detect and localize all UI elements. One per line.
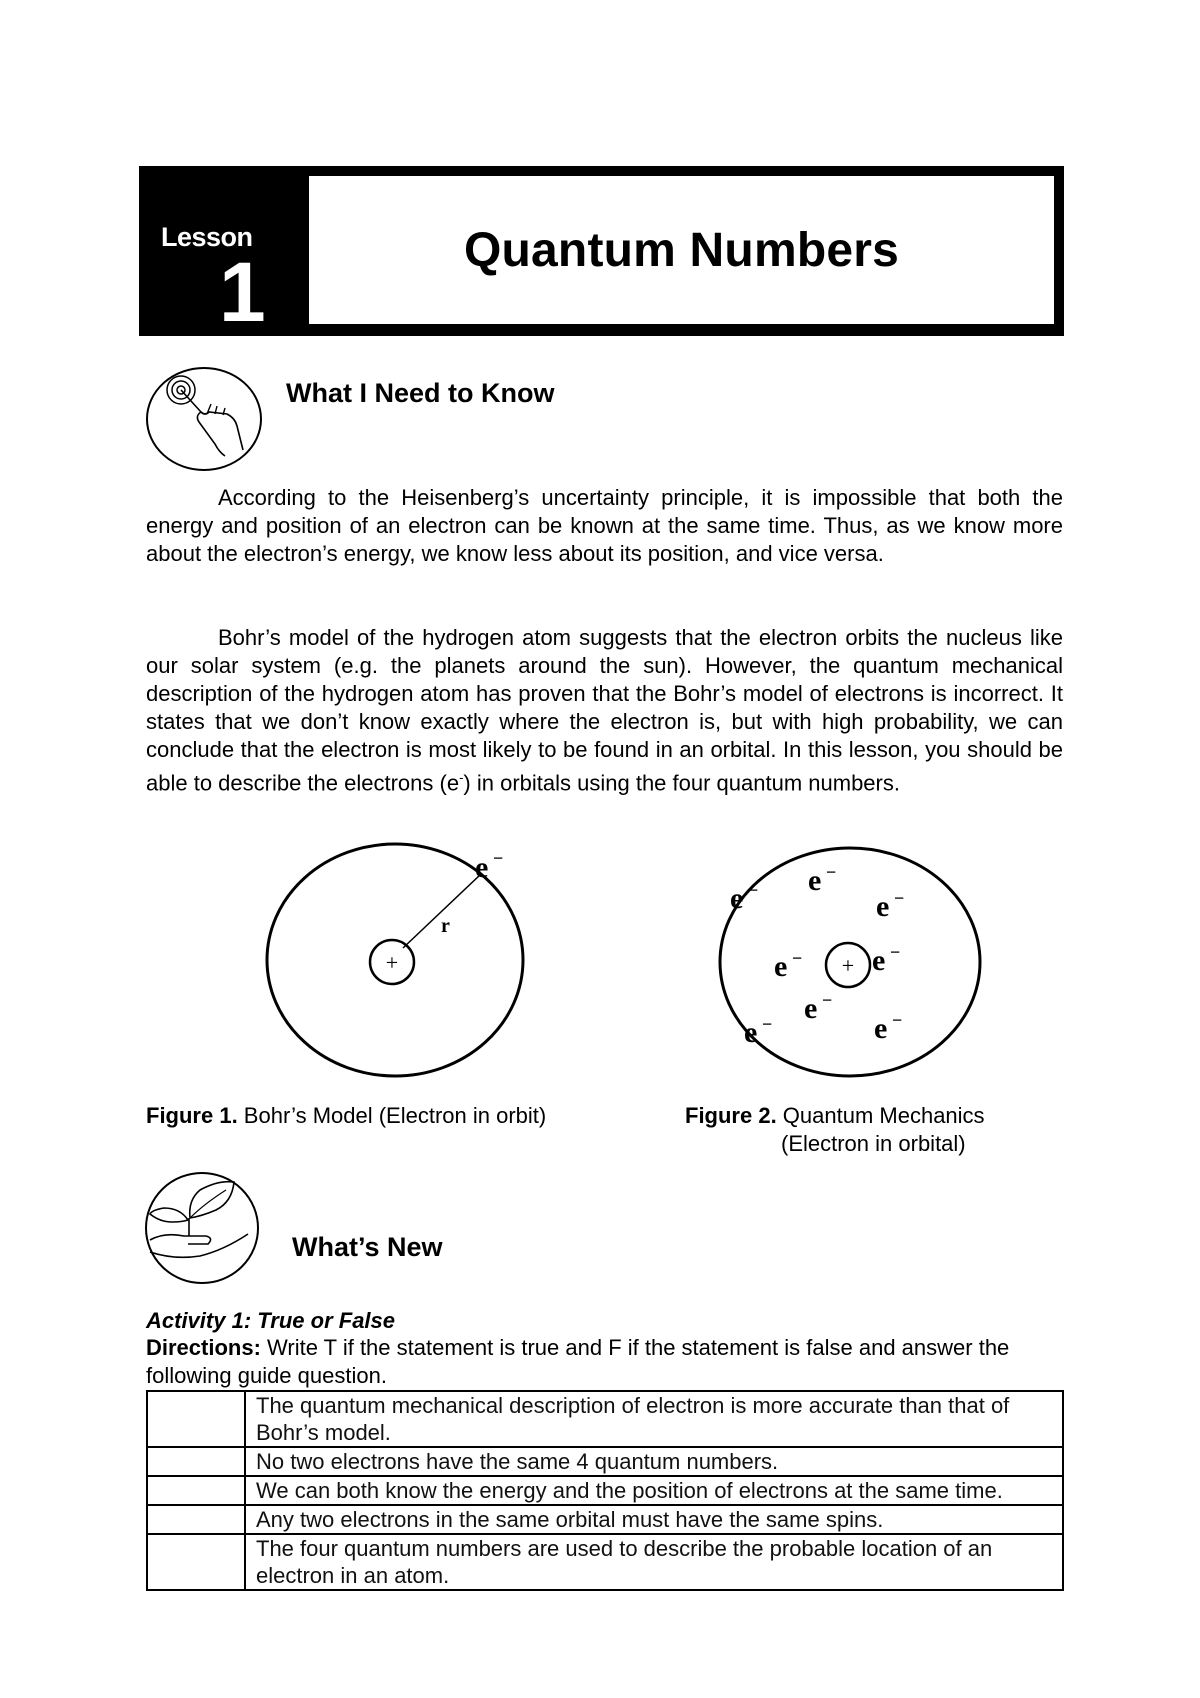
bohr-model-diagram [255, 840, 545, 1090]
table-row [147, 1505, 1063, 1534]
table-row [147, 1476, 1063, 1505]
true-false-table [146, 1390, 1064, 1591]
electron-charge: − [792, 948, 803, 968]
statement-cell: Any two electrons in the same orbital must have the same spins. [245, 1505, 1063, 1534]
directions-label: Directions: [146, 1335, 261, 1360]
table-row [147, 1534, 1063, 1590]
electron-label: e [730, 882, 744, 915]
nucleus-plus: + [385, 950, 399, 975]
electron-label: e [808, 864, 822, 897]
electron-label: e [774, 950, 788, 983]
nucleus-plus: + [841, 953, 855, 978]
answer-cell[interactable] [147, 1391, 245, 1447]
table-row [147, 1447, 1063, 1476]
lesson-banner [139, 166, 1064, 339]
figure1-caption-text: Bohr’s Model (Electron in orbit) [237, 1103, 547, 1128]
electron-charge: − [826, 862, 837, 882]
answer-cell[interactable] [147, 1476, 245, 1505]
electron-cloud [730, 862, 904, 1049]
table-row [147, 1391, 1063, 1447]
electron-charge: − [890, 942, 901, 962]
electron-label: e [804, 992, 818, 1025]
figure2-caption-label: Figure 2. [685, 1103, 777, 1128]
section-heading-whats-new: What’s New [292, 1232, 443, 1262]
figure2-caption-line2: (Electron in orbital) [781, 1131, 966, 1156]
electron-label: e [874, 1012, 888, 1045]
figure2-caption-text: Quantum Mechanics [776, 1103, 985, 1128]
electron-charge: − [762, 1014, 773, 1034]
statement-cell: The quantum mechanical description of electron is more accurate than that of Bohr’s model. [245, 1391, 1063, 1447]
paragraph-heisenberg [146, 484, 1063, 568]
directions [146, 1334, 1066, 1390]
answer-cell[interactable] [147, 1447, 245, 1476]
statement-cell: No two electrons have the same 4 quantum numbers. [245, 1447, 1063, 1476]
title-box [309, 176, 1054, 324]
activity-title: Activity 1: True or False [146, 1308, 396, 1333]
paragraph-heisenberg-text: According to the Heisenberg’s uncertainty principle, it is impossible that both the energy and position of an electron can be known at the same time. Thus, as we know more about the electron’s energy, we know less about its position, and vice versa. [146, 485, 1063, 566]
electron-label: e [475, 851, 489, 884]
quantum-mechanics-diagram [712, 840, 988, 1090]
figure2-caption [685, 1102, 985, 1130]
lesson-label-box [139, 166, 305, 339]
superscript-minus: - [459, 770, 464, 785]
lesson-title: Quantum Numbers [463, 223, 900, 277]
electron-label: e [872, 944, 886, 977]
electron-label: e [876, 890, 890, 923]
lesson-word: Lesson [161, 222, 253, 252]
electron-charge: − [822, 990, 833, 1010]
figure1-caption-label: Figure 1. [146, 1103, 238, 1128]
electron-charge: − [894, 888, 905, 908]
answer-cell[interactable] [147, 1505, 245, 1534]
radius-label: r [441, 915, 450, 937]
statement-cell: The four quantum numbers are used to describe the probable location of an electron in an atom. [245, 1534, 1063, 1590]
section-heading-what-i-need-to-know: What I Need to Know [286, 378, 555, 408]
electron-label: e [744, 1016, 758, 1049]
paragraph-bohr [146, 624, 1063, 797]
lesson-number: 1 [219, 245, 266, 339]
answer-cell[interactable] [147, 1534, 245, 1590]
electron-charge: − [892, 1010, 903, 1030]
paragraph-bohr-text: Bohr’s model of the hydrogen atom suggests that the electron orbits the nucleus like our solar system (e.g. the planets around the sun). However, the quantum mechanical description of the hydrogen atom has proven that the Bohr’s model of electrons is incorrect. It states that we don’t know exactly where the electron is, but with high probability, we can conclude that the electron is most likely to be found in an orbital. In this lesson, you should be able to describe the electrons (e [146, 625, 1063, 796]
hand-holding-plant-icon [144, 1170, 262, 1286]
electron-charge: − [493, 848, 504, 868]
figure1-caption [146, 1102, 546, 1130]
directions-text: Write T if the statement is true and F if the statement is false and answer the following guide question. [146, 1335, 1010, 1388]
paragraph-bohr-text-end: ) in orbitals using the four quantum numbers. [463, 770, 900, 796]
pointing-hand-icon [145, 364, 265, 472]
electron-charge: − [748, 880, 759, 900]
statement-cell: We can both know the energy and the position of electrons at the same time. [245, 1476, 1063, 1505]
